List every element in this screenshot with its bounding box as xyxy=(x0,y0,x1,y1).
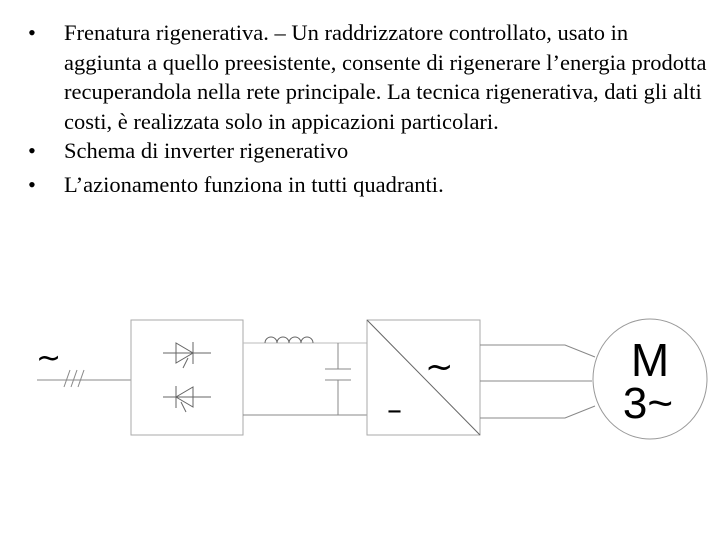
bullet-item: • Frenatura rigenerativa. – Un raddrizzatore controllato, usato in aggiunta a quello preesistente, consente di rigenerare l’energia prodotta recuperandola nella rete principale. La tecnica rigenerativa, dati gli alti costi, è realizzata solo in appicazioni particolari. xyxy=(28,20,707,134)
inverter-ac-symbol: ~ xyxy=(425,347,454,387)
motor-label: M xyxy=(630,334,670,386)
thyristor-icon xyxy=(163,342,211,412)
bullet-text: Frenatura rigenerativa. – Un raddrizzatore controllato, usato in aggiunta a quello preesistente, consente di rigenerare l’energia prodotta recuperandola nella rete principale. La tecnica rigenerativa, dati gli alti costi, è realizzata solo in appicazioni particolari. xyxy=(64,20,707,134)
bullet-text: L’azionamento funziona in tutti quadranti. xyxy=(64,171,444,197)
bullet-item: • Schema di inverter rigenerativo xyxy=(28,138,349,163)
ac-symbol: ~ xyxy=(36,341,62,376)
bullet-text: Schema di inverter rigenerativo xyxy=(64,138,349,163)
motor-phase-label: 3~ xyxy=(622,379,674,428)
rectifier-box xyxy=(131,320,243,435)
three-phase-marks xyxy=(64,370,84,387)
motor-lines xyxy=(480,345,595,418)
capacitor-icon xyxy=(325,343,351,415)
inductor-icon xyxy=(265,337,313,343)
inverter-diagonal xyxy=(367,320,480,435)
bullet-item: • L’azionamento funziona in tutti quadranti. xyxy=(28,171,444,197)
inverter-dc-symbol: – xyxy=(387,393,402,428)
